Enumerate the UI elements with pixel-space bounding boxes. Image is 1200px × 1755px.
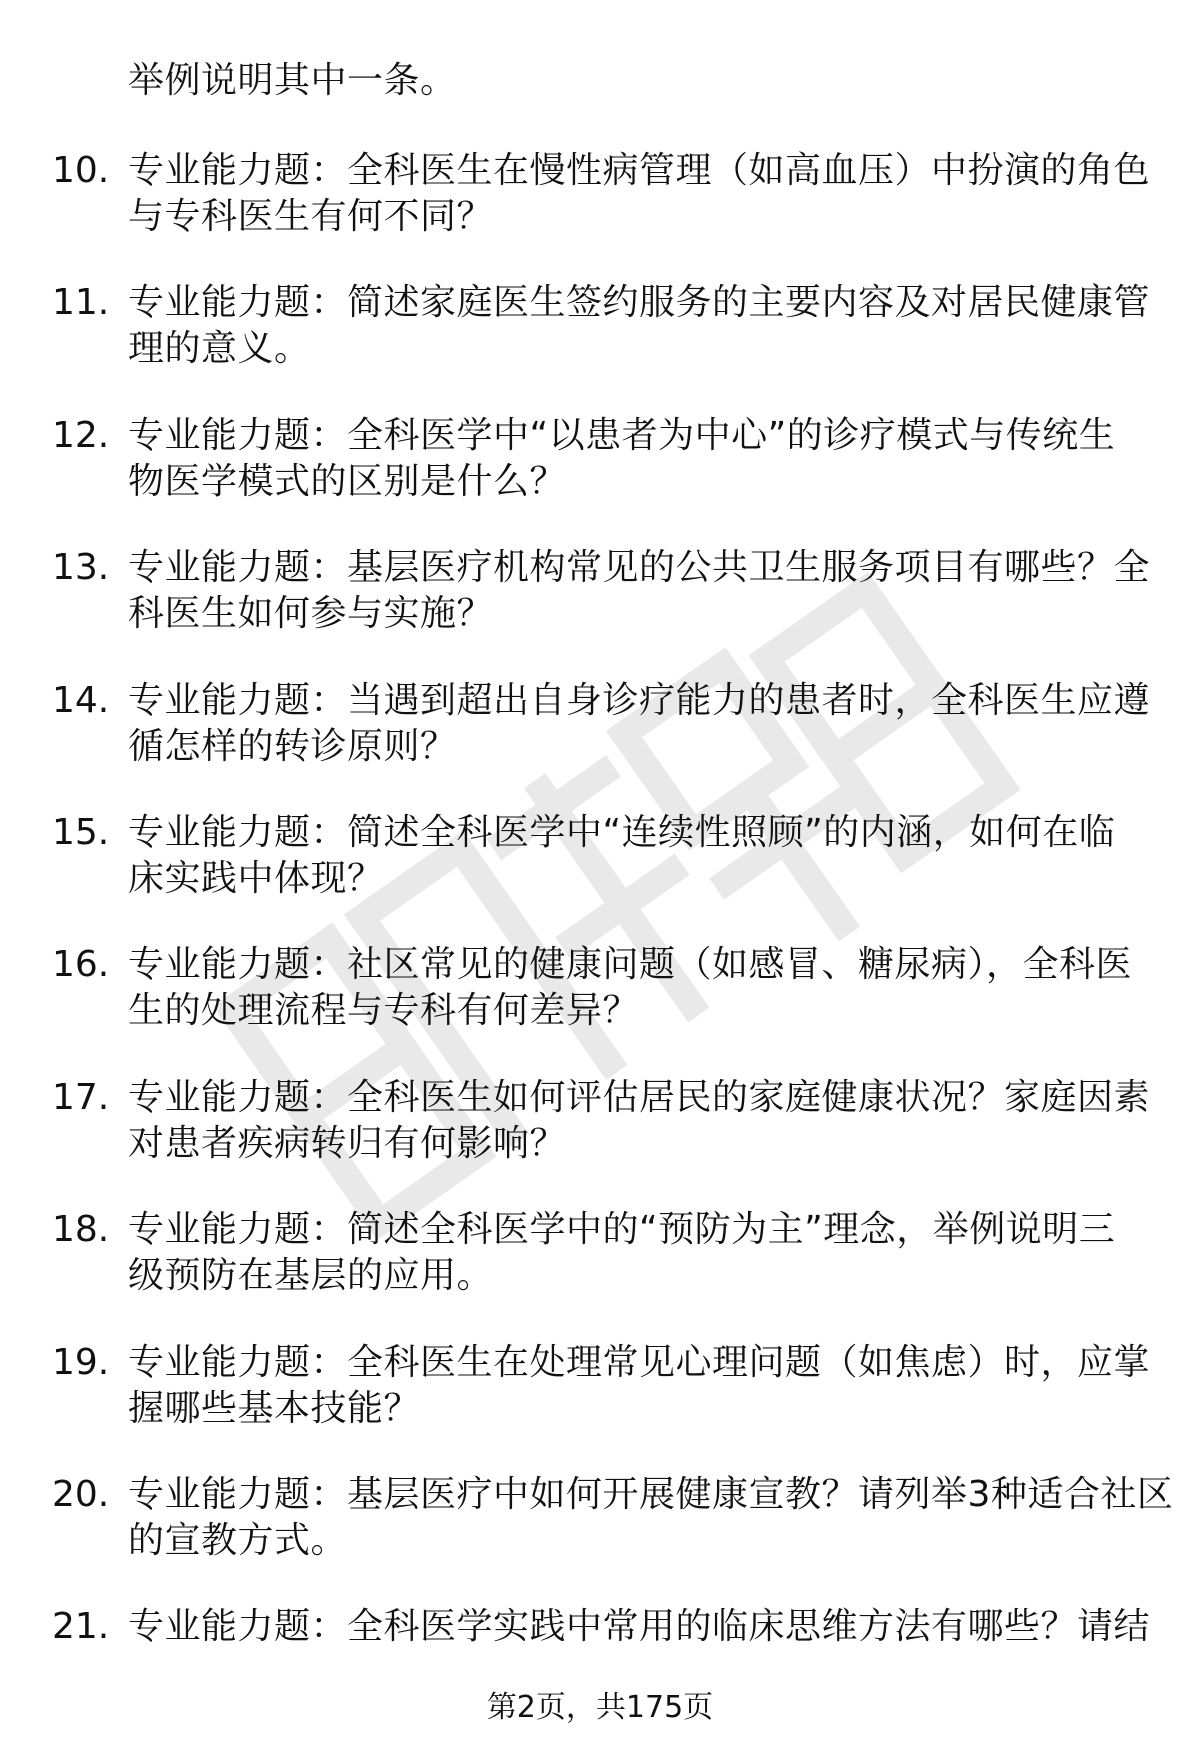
question-text <box>128 1075 1168 1167</box>
question-item <box>0 413 1200 545</box>
question-line: 的宣教方式。 <box>128 1519 348 1561</box>
question-line: 理的意义。 <box>128 328 311 370</box>
question-line: 专业能力题：全科医生如何评估居民的家庭健康状况？家庭因素 <box>128 1076 1151 1118</box>
question-number: 20. <box>52 1473 110 1515</box>
question-line: 对患者疾病转归有何影响？ <box>128 1122 567 1164</box>
question-text <box>128 678 1168 770</box>
question-text <box>128 1604 1168 1650</box>
question-item <box>0 1340 1200 1472</box>
question-line: 循怎样的转诊原则？ <box>128 725 457 767</box>
question-line: 专业能力题：基层医疗机构常见的公共卫生服务项目有哪些？全 <box>128 547 1151 589</box>
question-item <box>0 942 1200 1074</box>
question-line: 级预防在基层的应用。 <box>128 1255 494 1297</box>
question-text <box>128 148 1168 240</box>
page-footer: 第2页，共175页 <box>486 1690 714 1725</box>
question-number: 14. <box>52 679 110 721</box>
question-text <box>128 413 1168 505</box>
question-number: 21. <box>52 1606 110 1648</box>
question-text <box>128 942 1168 1034</box>
question-text <box>128 1207 1168 1299</box>
question-number: 10. <box>52 150 110 191</box>
question-line: 专业能力题：简述全科医学中“连续性照顾”的内涵，如何在临 <box>128 811 1116 853</box>
question-number: 12. <box>52 414 110 456</box>
question-item <box>0 148 1200 280</box>
question-number: 19. <box>52 1341 110 1383</box>
question-item <box>0 1075 1200 1207</box>
question-line: 专业能力题：当遇到超出自身诊疗能力的患者时，全科医生应遵 <box>128 679 1151 721</box>
question-item <box>0 810 1200 942</box>
question-item <box>0 1207 1200 1339</box>
question-number: 13. <box>52 547 110 589</box>
question-line: 专业能力题：全科医生在处理常见心理问题（如焦虑）时，应掌 <box>128 1341 1151 1383</box>
question-number: 15. <box>52 811 110 853</box>
question-text <box>128 1340 1168 1432</box>
question-list <box>0 148 1200 1737</box>
question-number: 17. <box>52 1076 110 1118</box>
question-item <box>0 678 1200 810</box>
question-line: 物医学模式的区别是什么？ <box>128 460 567 502</box>
question-line: 与专科医生有何不同？ <box>128 196 494 237</box>
question-line: 科医生如何参与实施？ <box>128 593 494 635</box>
question-item <box>0 545 1200 677</box>
continuation-text: 举例说明其中一条。 <box>128 60 457 101</box>
question-number: 16. <box>52 944 110 986</box>
question-item <box>0 1472 1200 1604</box>
question-number: 11. <box>52 282 110 324</box>
question-item <box>0 280 1200 412</box>
question-line: 专业能力题：全科医学实践中常用的临床思维方法有哪些？请结 <box>128 1606 1151 1648</box>
question-line: 生的处理流程与专科有何差异？ <box>128 990 640 1032</box>
question-line: 专业能力题：全科医生在慢性病管理（如高血压）中扮演的角色 <box>128 150 1151 191</box>
question-line: 专业能力题：基层医疗中如何开展健康宣教？请列举3种适合社区 <box>128 1473 1174 1515</box>
question-text <box>128 545 1168 637</box>
question-line: 专业能力题：简述家庭医生签约服务的主要内容及对居民健康管 <box>128 282 1151 324</box>
question-text <box>128 1472 1174 1564</box>
question-number: 18. <box>52 1209 110 1251</box>
question-line: 床实践中体现？ <box>128 857 384 899</box>
question-line: 握哪些基本技能？ <box>128 1387 421 1429</box>
question-text <box>128 280 1168 372</box>
question-line: 专业能力题：简述全科医学中的“预防为主”理念，举例说明三 <box>128 1209 1116 1251</box>
question-text <box>128 810 1168 902</box>
question-line: 专业能力题：全科医学中“以患者为中心”的诊疗模式与传统生 <box>128 414 1116 456</box>
question-line: 专业能力题：社区常见的健康问题（如感冒、糖尿病），全科医 <box>128 944 1133 986</box>
